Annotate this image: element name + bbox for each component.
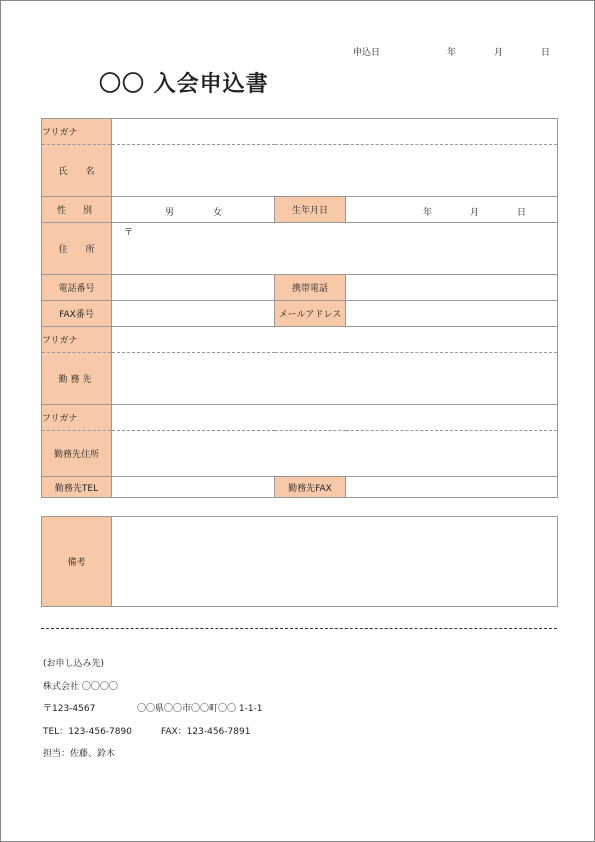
birthdate-label: 生年月日: [275, 197, 346, 223]
contact-heading: (お申し込み先): [43, 659, 105, 669]
workplace-label: 勤務先: [42, 353, 112, 405]
address-field[interactable]: [112, 223, 558, 275]
mobile-label: 携帯電話: [275, 275, 346, 301]
phone-field[interactable]: [112, 275, 275, 301]
furigana-label: フリガナ: [42, 119, 112, 145]
gender-label: 性 別: [42, 197, 112, 223]
birth-year-label: 年: [423, 208, 433, 218]
mobile-field[interactable]: [346, 275, 558, 301]
gender-male-option[interactable]: 男: [165, 208, 175, 218]
application-day-label: 日: [541, 48, 551, 58]
birth-day-label: 日: [517, 208, 527, 218]
work-address-furigana-label: フリガナ: [42, 405, 112, 431]
workplace-furigana-field[interactable]: [112, 327, 558, 353]
contact-address: 〇〇県〇〇市〇〇町〇〇 1-1-1: [137, 704, 263, 714]
contact-fax: FAX：123-456-7891: [161, 727, 251, 737]
fax-label: FAX番号: [42, 301, 112, 327]
birth-month-label: 月: [470, 208, 480, 218]
postal-mark: 〒: [124, 228, 134, 238]
application-year-label: 年: [447, 48, 457, 58]
workplace-furigana-label: フリガナ: [42, 327, 112, 353]
email-field[interactable]: [346, 301, 558, 327]
contact-staff: 担当：佐藤、鈴木: [43, 749, 116, 759]
application-month-label: 月: [494, 48, 504, 58]
work-fax-field[interactable]: [346, 477, 558, 498]
work-fax-label: 勤務先FAX: [275, 477, 346, 498]
form-title: 〇〇 入会申込書: [99, 72, 269, 97]
contact-tel: TEL：123-456-7890: [43, 727, 132, 737]
contact-company: 株式会社 〇〇〇〇: [43, 682, 118, 692]
notes-table: [41, 516, 558, 607]
work-address-furigana-field[interactable]: [112, 405, 558, 431]
gender-field[interactable]: [112, 197, 275, 223]
application-date-label: 申込日: [353, 48, 381, 58]
fax-field[interactable]: [112, 301, 275, 327]
gender-female-option[interactable]: 女: [213, 208, 223, 218]
work-address-label: 勤務先住所: [42, 431, 112, 477]
birthdate-field[interactable]: [346, 197, 558, 223]
contact-postal: 〒123-4567: [43, 704, 96, 714]
phone-label: 電話番号: [42, 275, 112, 301]
notes-field[interactable]: [112, 517, 558, 607]
notes-label: 備考: [42, 517, 112, 607]
cut-line: [41, 628, 557, 629]
furigana-field[interactable]: [112, 119, 558, 145]
address-label: 住 所: [42, 223, 112, 275]
applicant-info-table: [41, 118, 558, 498]
work-tel-label: 勤務先TEL: [42, 477, 112, 498]
work-address-field[interactable]: [112, 431, 558, 477]
workplace-field[interactable]: [112, 353, 558, 405]
name-field[interactable]: [112, 145, 558, 197]
work-tel-field[interactable]: [112, 477, 275, 498]
email-label: メールアドレス: [275, 301, 346, 327]
name-label: 氏 名: [42, 145, 112, 197]
